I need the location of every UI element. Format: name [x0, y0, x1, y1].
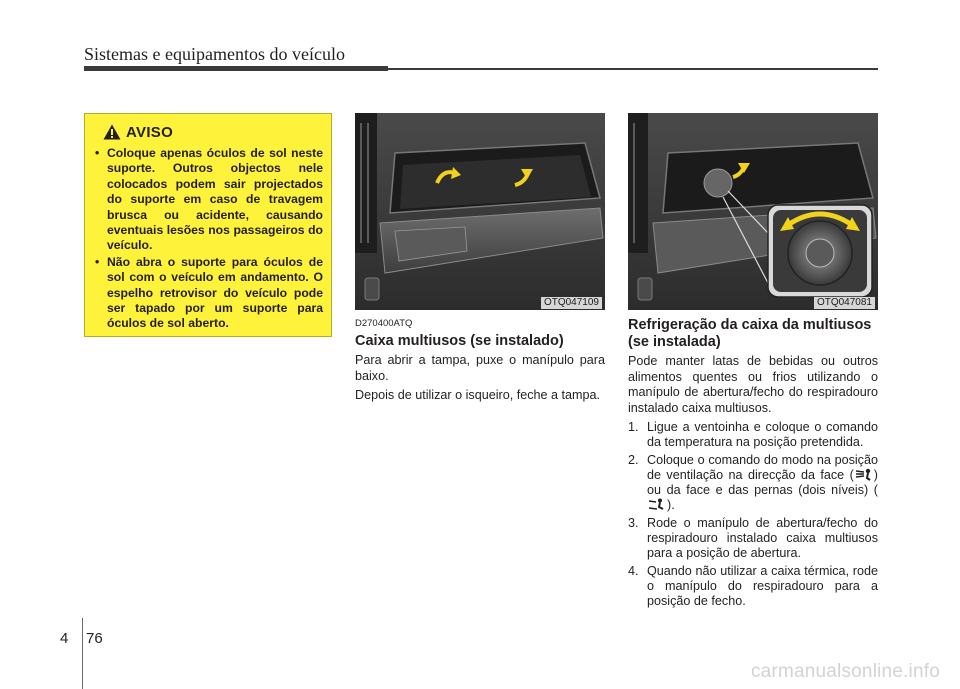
glovebox-photo [355, 113, 605, 310]
warning-triangle-icon [103, 124, 121, 140]
page-header-title: Sistemas e equipamentos do veículo [84, 44, 345, 64]
step-text: ) ou da face e das pernas (dois níveis) ( [647, 468, 878, 498]
step-number: 1. [628, 420, 639, 435]
step-text: Ligue a ventoinha e coloque o comando da temperatura na posição pretendida. [647, 420, 878, 450]
figure-caption: OTQ047109 [541, 297, 602, 309]
glovebox-illustration [355, 113, 605, 310]
step-text: ). [667, 498, 675, 513]
body-paragraph: Pode manter latas de bebidas ou outros alimentos quentes ou frios utilizando o manípulo de abertura/fecho do respiradouro instalado caixa multiusos. [628, 354, 878, 415]
header-rule-thin [388, 68, 878, 70]
header-rule-thick [84, 66, 388, 71]
section-title: Refrigeração da caixa da multiusos (se instalada) [628, 317, 872, 350]
warning-header [93, 122, 323, 142]
vent-bilevel-icon [647, 498, 667, 511]
footer-section-number: 4 [60, 630, 69, 647]
footer-page-number: 76 [86, 630, 103, 647]
vent-face-icon [854, 468, 874, 481]
step-number: 4. [628, 564, 639, 579]
step-item [628, 564, 878, 609]
warning-item: • Coloque apenas óculos de sol neste suporte. Outros objectos nele colocados podem sair projectados do suporte em caso de travagem brusca ou acidente, causando eventuais lesões nos passageiros do veículo. [93, 146, 323, 254]
cooling-vent-photo [628, 113, 878, 310]
step-number: 2. [628, 453, 639, 468]
section-title: Caixa multiusos (se instalado) [355, 333, 564, 349]
step-item [628, 516, 878, 561]
warning-label: AVISO [126, 123, 174, 141]
step-text: Rode o manípulo de abertura/fecho do respiradouro instalado caixa multiusos para a posição de abertura. [647, 516, 878, 561]
step-text: Quando não utilizar a caixa térmica, rode o manípulo do respiradouro para a posição de fecho. [647, 564, 878, 609]
cooling-vent-illustration [628, 113, 878, 310]
step-text: Coloque o comando do modo na posição de ventilação na direcção da face ( [647, 453, 878, 483]
warning-box [84, 113, 332, 337]
warning-list [93, 146, 323, 332]
warning-item: • Não abra o suporte para óculos de sol com o veículo em andamento. O espelho retrovisor do veículo pode ser tapado por um suporte para óculos de sol aberto. [93, 255, 323, 332]
step-number: 3. [628, 516, 639, 531]
step-item [628, 420, 878, 450]
body-paragraph: Depois de utilizar o isqueiro, feche a tampa. [355, 388, 601, 403]
section-multi-box [355, 318, 605, 408]
watermark: carmanualsonline.info [750, 661, 940, 682]
section-cooling [628, 317, 878, 609]
section-code: D270400ATQ [355, 318, 413, 329]
body-paragraph: Para abrir a tampa, puxe o manípulo para baixo. [355, 353, 605, 383]
footer-divider [82, 618, 83, 689]
step-item [628, 453, 878, 513]
figure-caption: OTQ047081 [814, 297, 875, 309]
